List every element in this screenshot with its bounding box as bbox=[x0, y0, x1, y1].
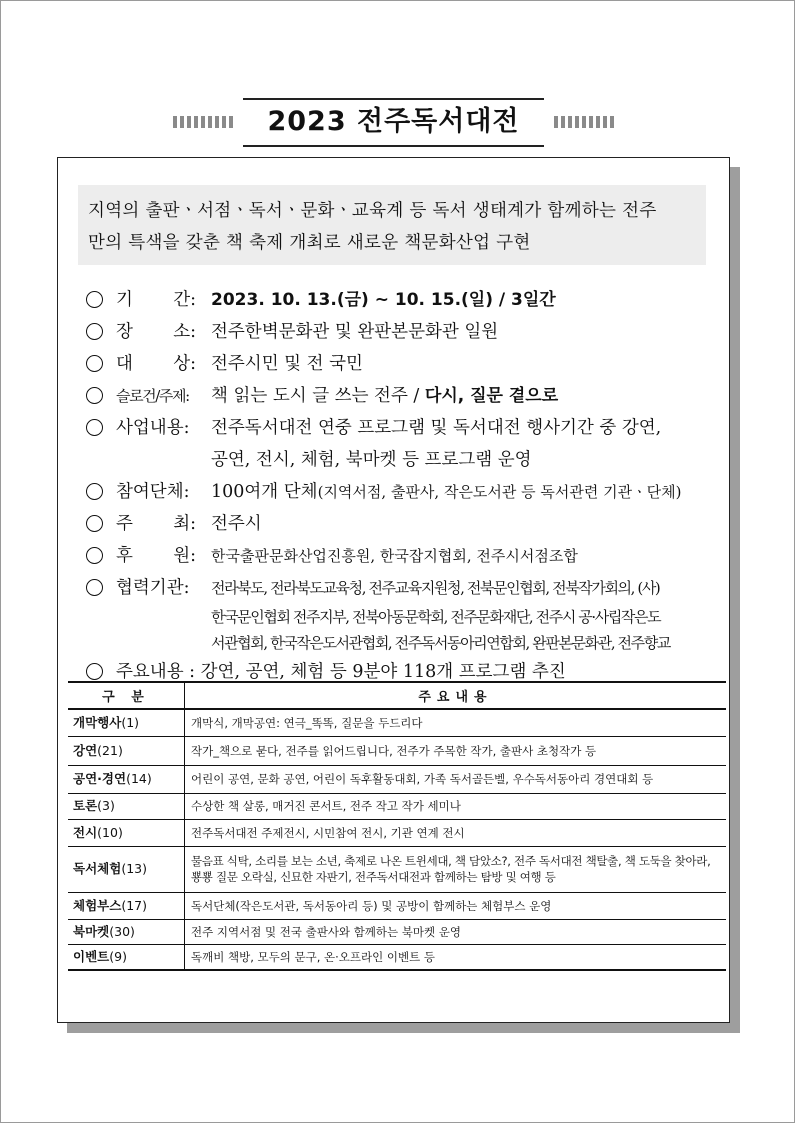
info-list bbox=[86, 284, 726, 688]
item-key: 협력기관: bbox=[116, 578, 190, 598]
summary-line-2: 만의 특색을 갖춘 책 축제 개최로 새로운 책문화산업 구현 bbox=[88, 233, 531, 253]
category-name: 이벤트 bbox=[73, 948, 110, 964]
item-participants bbox=[86, 476, 726, 508]
table-row bbox=[68, 846, 726, 892]
row-category bbox=[68, 709, 185, 736]
item-value: 한국출판문화산업진흥원, 한국잡지협회, 전주시서점조합 bbox=[211, 547, 578, 565]
item-value: 전주독서대전 연중 프로그램 및 독서대전 행사기간 중 강연, bbox=[211, 418, 662, 438]
category-name: 공연·경연 bbox=[73, 771, 127, 786]
category-name: 독서체험 bbox=[73, 861, 122, 876]
item-partners bbox=[86, 572, 726, 604]
title-rule-bottom bbox=[243, 145, 544, 147]
circle-bullet-icon bbox=[86, 579, 103, 596]
category-count: (21) bbox=[97, 742, 123, 758]
slogan-text: 책 읽는 도시 글 쓰는 전주 / bbox=[211, 386, 425, 406]
page-title: 2023 전주독서대전 bbox=[267, 106, 520, 137]
item-venue bbox=[86, 316, 726, 348]
item-key: 슬로건/주제: bbox=[116, 387, 189, 405]
row-content: 독깨비 책방, 모두의 문구, 온·오프라인 이벤트 등 bbox=[185, 944, 727, 970]
circle-bullet-icon bbox=[86, 355, 103, 372]
category-count: (9) bbox=[109, 948, 127, 964]
item-value: 2023. 10. 13.(금) ~ 10. 15.(일) / 3일간 bbox=[211, 290, 556, 310]
item-text: 주요내용 : 강연, 공연, 체험 등 9분야 118개 프로그램 추진 bbox=[116, 662, 566, 682]
row-category bbox=[68, 919, 185, 944]
circle-bullet-icon bbox=[86, 483, 103, 500]
category-count: (30) bbox=[109, 923, 135, 939]
item-sponsor bbox=[86, 540, 726, 572]
row-category bbox=[68, 944, 185, 970]
key-part: 원: bbox=[173, 546, 196, 566]
item-value: 공연, 전시, 체험, 북마켓 등 프로그램 운영 bbox=[211, 450, 532, 470]
category-count: (10) bbox=[97, 824, 123, 840]
key-part: 기 bbox=[116, 290, 133, 310]
category-count: (3) bbox=[97, 798, 115, 813]
row-category bbox=[68, 892, 185, 919]
category-name: 개막행사 bbox=[73, 714, 122, 730]
category-name: 북마켓 bbox=[73, 923, 110, 939]
category-count: (17) bbox=[121, 897, 147, 913]
table-row bbox=[68, 819, 726, 846]
item-value: 전주시 bbox=[211, 514, 262, 534]
item-value: 전주한벽문화관 및 완판본문화관 일원 bbox=[211, 322, 499, 342]
table-row bbox=[68, 709, 726, 736]
category-name: 체험부스 bbox=[73, 897, 122, 913]
key-part: 장 bbox=[116, 322, 133, 342]
title-block bbox=[0, 96, 795, 156]
key-part: 대 bbox=[116, 354, 133, 374]
summary-line-1: 지역의 출판ㆍ서점ㆍ독서ㆍ문화ㆍ교육계 등 독서 생태계가 함께하는 전주 bbox=[88, 201, 657, 221]
summary-box bbox=[78, 185, 706, 265]
key-part: 주 bbox=[116, 514, 133, 534]
row-category bbox=[68, 846, 185, 892]
item-key: 사업내용: bbox=[116, 418, 190, 438]
row-content: 독서단체(작은도서관, 독서동아리 등) 및 공방이 함께하는 체험부스 운영 bbox=[185, 892, 727, 919]
category-count: (14) bbox=[126, 771, 152, 786]
circle-bullet-icon bbox=[86, 547, 103, 564]
row-category bbox=[68, 765, 185, 793]
row-content: 수상한 책 살롱, 매거진 콘서트, 전주 작고 작가 세미나 bbox=[185, 793, 727, 819]
table-row bbox=[68, 892, 726, 919]
key-part: 간: bbox=[173, 290, 196, 310]
category-name: 토론 bbox=[73, 798, 98, 813]
row-content: 작가_책으로 묻다, 전주를 읽어드립니다, 전주가 주목한 작가, 출판사 초청작가 등 bbox=[185, 736, 727, 765]
item-target bbox=[86, 348, 726, 380]
category-name: 전시 bbox=[73, 824, 98, 840]
key-part: 최: bbox=[173, 514, 196, 534]
table-header-row bbox=[68, 682, 726, 709]
table-row bbox=[68, 765, 726, 793]
item-value bbox=[211, 476, 681, 508]
item-slogan bbox=[86, 380, 726, 412]
item-key: 참여단체: bbox=[116, 482, 190, 502]
circle-bullet-icon bbox=[86, 323, 103, 340]
circle-bullet-icon bbox=[86, 515, 103, 532]
row-content: 어린이 공연, 문화 공연, 어린이 독후활동대회, 가족 독서골든벨, 우수독서동아리 경연대회 등 bbox=[185, 765, 727, 793]
header-category: 구 분 bbox=[68, 682, 185, 709]
row-content: 전주독서대전 주제전시, 시민참여 전시, 기관 연계 전시 bbox=[185, 819, 727, 846]
item-partners-cont bbox=[86, 630, 726, 656]
category-count: (13) bbox=[121, 861, 147, 876]
item-value: 전주시민 및 전 국민 bbox=[211, 354, 363, 374]
circle-bullet-icon bbox=[86, 291, 103, 308]
circle-bullet-icon bbox=[86, 419, 103, 436]
row-content: 전주 지역서점 및 전국 출판사와 함께하는 북마켓 운영 bbox=[185, 919, 727, 944]
item-program bbox=[86, 412, 726, 444]
table-row bbox=[68, 919, 726, 944]
header-content: 주요내용 bbox=[185, 682, 727, 709]
main-box bbox=[57, 157, 730, 1023]
item-host bbox=[86, 508, 726, 540]
item-key bbox=[116, 316, 196, 348]
item-key bbox=[116, 508, 196, 540]
item-value: 서관협회, 한국작은도서관협회, 전주독서동아리연합회, 완판본문화관, 전주향교 bbox=[211, 634, 670, 652]
key-part: 소: bbox=[173, 322, 196, 342]
item-key bbox=[116, 348, 196, 380]
category-name: 강연 bbox=[73, 742, 98, 758]
item-value: 전라북도, 전라북도교육청, 전주교육지원청, 전북문인협회, 전북작가회의, (사) bbox=[211, 579, 660, 597]
circle-bullet-icon bbox=[86, 663, 103, 680]
participants-detail: (지역서점, 출판사, 작은도서관 등 독서관련 기관ㆍ단체) bbox=[317, 483, 682, 501]
table-row bbox=[68, 944, 726, 970]
title-rule-top bbox=[243, 98, 544, 100]
key-part: 후 bbox=[116, 546, 133, 566]
program-table bbox=[68, 681, 726, 971]
row-category bbox=[68, 736, 185, 765]
row-content: 물음표 식탁, 소리를 보는 소년, 축제로 나온 트윈세대, 책 담았소?, 전주 독서대전 책탈출, 책 도둑을 찾아라, 뿅뿅 질문 오락실, 신묘한 자판기, 전주독서대전과 함께하는 탐방 및 여행 등 bbox=[185, 846, 727, 892]
title-decoration-right bbox=[554, 116, 614, 128]
title-decoration-left bbox=[173, 116, 233, 128]
item-key bbox=[116, 284, 196, 316]
item-partners-cont bbox=[86, 604, 726, 630]
circle-bullet-icon bbox=[86, 387, 103, 404]
slogan-theme: 다시, 질문 곁으로 bbox=[424, 386, 559, 406]
item-value: 한국문인협회 전주지부, 전북아동문학회, 전주문화재단, 전주시 공·사립작은도 bbox=[211, 608, 661, 626]
row-category bbox=[68, 819, 185, 846]
key-part: 상: bbox=[173, 354, 196, 374]
row-content: 개막식, 개막공연: 연극_똑똑, 질문을 두드리다 bbox=[185, 709, 727, 736]
row-category bbox=[68, 793, 185, 819]
participants-count: 100여개 단체 bbox=[211, 482, 318, 502]
category-count: (1) bbox=[121, 714, 140, 730]
item-period bbox=[86, 284, 726, 316]
table-row bbox=[68, 736, 726, 765]
item-value bbox=[211, 380, 558, 412]
item-key bbox=[116, 540, 196, 572]
table-row bbox=[68, 793, 726, 819]
item-program-cont bbox=[86, 444, 726, 476]
